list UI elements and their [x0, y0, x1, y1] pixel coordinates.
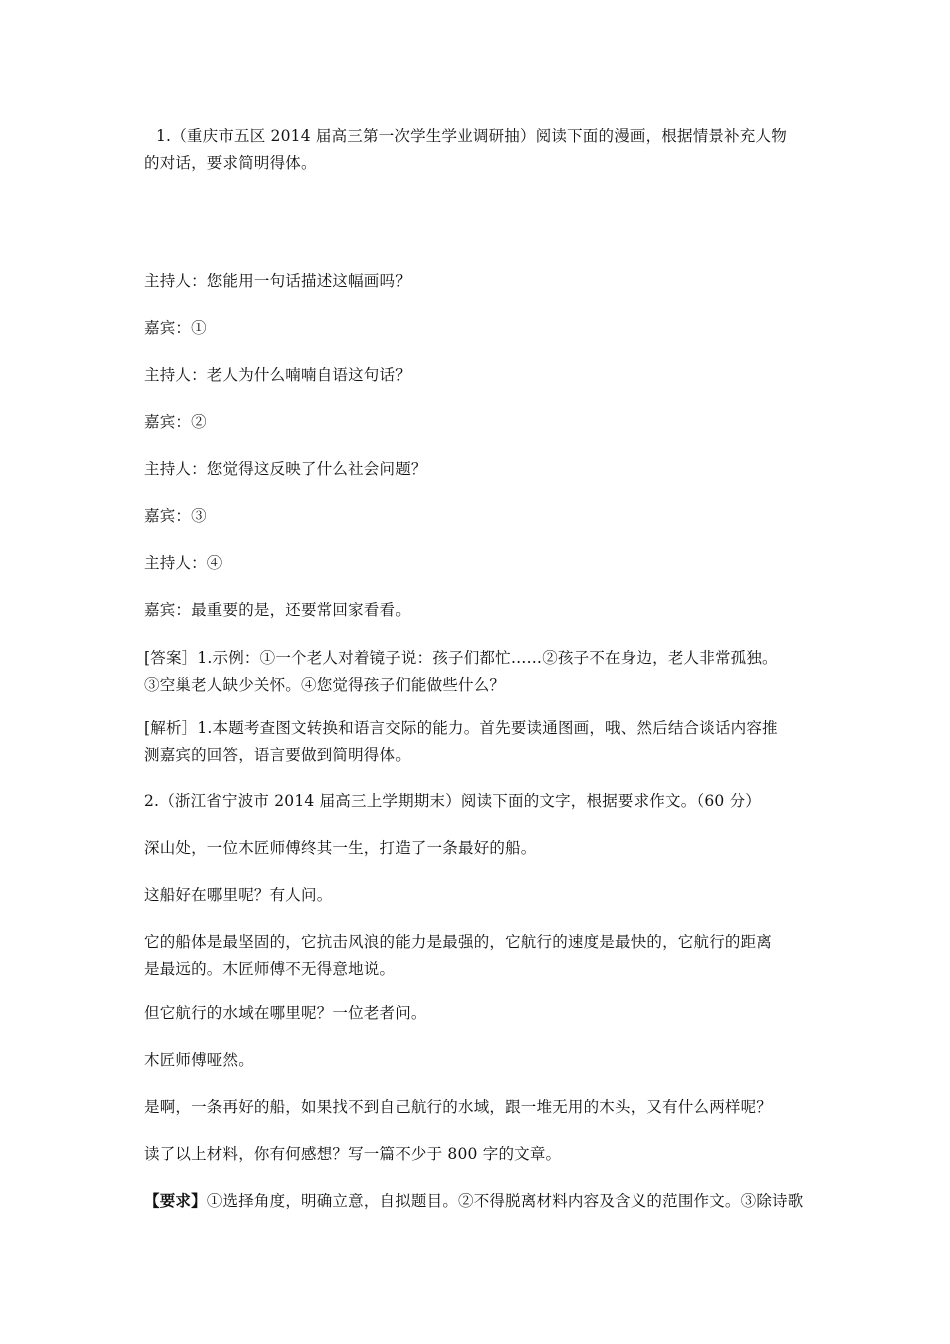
material-paragraph-7: 读了以上材料，你有何感想？写一篇不少于 800 字的文章。 — [144, 1145, 562, 1163]
dialogue-line-3: 主持人：老人为什么喃喃自语这句话？ — [144, 366, 411, 384]
material-paragraph-1: 深山处，一位木匠师傅终其一生，打造了一条最好的船。 — [144, 839, 537, 857]
dialogue-line-7: 主持人：④ — [144, 554, 223, 572]
analysis-line-1: [解析］1.本题考查图文转换和语言交际的能力。首先要读通图画，哦、然后结合谈话内容推 — [144, 719, 778, 737]
dialogue-line-4: 嘉宾：② — [144, 413, 207, 431]
material-paragraph-6: 是啊，一条再好的船，如果找不到自己航行的水域，跟一堆无用的木头，又有什么两样呢？ — [144, 1098, 773, 1116]
answer-line-1: [答案］1.示例：①一个老人对着镜子说：孩子们都忙……②孩子不在身边，老人非常孤独。 — [144, 649, 778, 667]
answer-line-2: ③空巢老人缺少关怀。④您觉得孩子们能做些什么？ — [144, 676, 506, 694]
dialogue-line-6: 嘉宾：③ — [144, 507, 207, 525]
dialogue-line-1: 主持人：您能用一句话描述这幅画吗？ — [144, 272, 411, 290]
question-1-intro — [144, 123, 814, 177]
answer-paragraph — [144, 645, 814, 699]
material-paragraph-2: 这船好在哪里呢？有人问。 — [144, 886, 333, 904]
requirements-paragraph — [144, 1188, 814, 1215]
dialogue-line-8: 嘉宾：最重要的是，还要常回家看看。 — [144, 601, 411, 619]
requirements-label: 【要求】 — [144, 1192, 207, 1210]
requirements-text: ①选择角度，明确立意，自拟题目。②不得脱离材料内容及含义的范围作文。③除诗歌 — [206, 1192, 804, 1210]
material-paragraph-5: 木匠师傅哑然。 — [144, 1051, 254, 1069]
material-paragraph-3 — [144, 929, 814, 983]
dialogue-line-2: 嘉宾：① — [144, 319, 207, 337]
analysis-line-2: 测嘉宾的回答，语言要做到简明得体。 — [144, 746, 411, 764]
material-paragraph-3-line-1: 它的船体是最坚固的，它抗击风浪的能力是最强的，它航行的速度是最快的，它航行的距离 — [144, 933, 773, 951]
question-1-intro-line-2: 的对话，要求简明得体。 — [144, 154, 317, 172]
analysis-paragraph — [144, 715, 814, 769]
dialogue-line-5: 主持人：您觉得这反映了什么社会问题？ — [144, 460, 427, 478]
question-1-intro-line-1: 1.（重庆市五区 2014 届高三第一次学生学业调研抽）阅读下面的漫画，根据情景补充人物 — [156, 127, 787, 145]
question-2-intro: 2.（浙江省宁波市 2014 届高三上学期期末）阅读下面的文字，根据要求作文。（60 分） — [144, 792, 761, 810]
material-paragraph-4: 但它航行的水域在哪里呢？一位老者问。 — [144, 1004, 427, 1022]
material-paragraph-3-line-2: 是最远的。木匠师傅不无得意地说。 — [144, 960, 396, 978]
